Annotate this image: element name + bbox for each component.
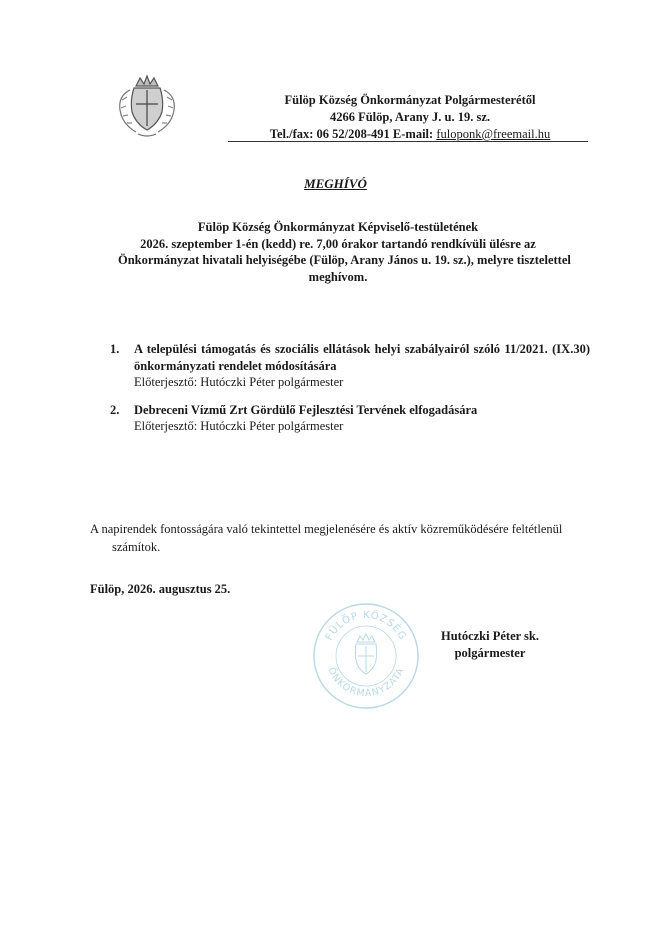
coat-of-arms-icon <box>112 66 182 140</box>
agenda-item-number: 1. <box>110 342 120 356</box>
intro-line-2: 2026. szeptember 1-én (kedd) re. 7,00 órakor tartandó rendkívüli ülésre az <box>140 236 536 251</box>
invitation-intro <box>118 219 571 285</box>
agenda-item-title: A települési támogatás és szociális ellátások helyi szabályairól szóló 11/2021. (IX.30) önkormányzati rendelet módosítására <box>134 342 590 373</box>
closing-line-1: A napirendek fontosságára való tekintettel megjelenésére és aktív közreműködésére feltétlenül <box>90 522 563 536</box>
intro-line-3: Önkormányzat hivatali helyiségébe (Fülöp, Arany János u. 19. sz.), melyre tisztelettel <box>118 253 571 267</box>
signatory-role: polgármester <box>454 646 526 660</box>
stamp-text-bottom: ÖNKORMÁNYZATA <box>325 665 407 700</box>
agenda-item-title: Debreceni Vízmű Zrt Gördülő Fejlesztési Tervének elfogadására <box>134 402 478 417</box>
agenda-item <box>110 341 590 391</box>
document-date: Fülöp, 2026. augusztus 25. <box>90 582 231 596</box>
letterhead-address: 4266 Fülöp, Arany J. u. 19. sz. <box>329 110 491 124</box>
agenda-item-presenter: Előterjesztő: Hutóczki Péter polgármester <box>134 419 344 433</box>
agenda-item <box>110 402 590 435</box>
agenda-list <box>110 341 590 446</box>
letterhead <box>230 92 590 143</box>
intro-line-4: meghívom. <box>308 269 368 284</box>
letterhead-phone: Tel./fax: 06 52/208-491 E-mail: <box>269 127 437 141</box>
letterhead-divider <box>228 141 588 142</box>
letterhead-office: Fülöp Község Önkormányzat Polgármesterétől <box>284 93 536 107</box>
letterhead-email-link[interactable]: fuloponk@freemail.hu <box>436 127 551 141</box>
signature-block <box>420 628 560 662</box>
closing-line-2: számítok. <box>112 540 161 554</box>
closing-paragraph <box>90 520 590 556</box>
signatory-name: Hutóczki Péter sk. <box>440 629 540 643</box>
agenda-item-number: 2. <box>110 402 120 417</box>
stamp-text-top: FÜLÖP KÖZSÉG <box>323 609 409 643</box>
agenda-item-presenter: Előterjesztő: Hutóczki Péter polgármester <box>134 375 344 389</box>
intro-line-1: Fülöp Község Önkormányzat Képviselő-testületének <box>197 220 479 234</box>
official-stamp-icon <box>310 600 422 712</box>
document-title: MEGHÍVÓ <box>304 176 367 191</box>
